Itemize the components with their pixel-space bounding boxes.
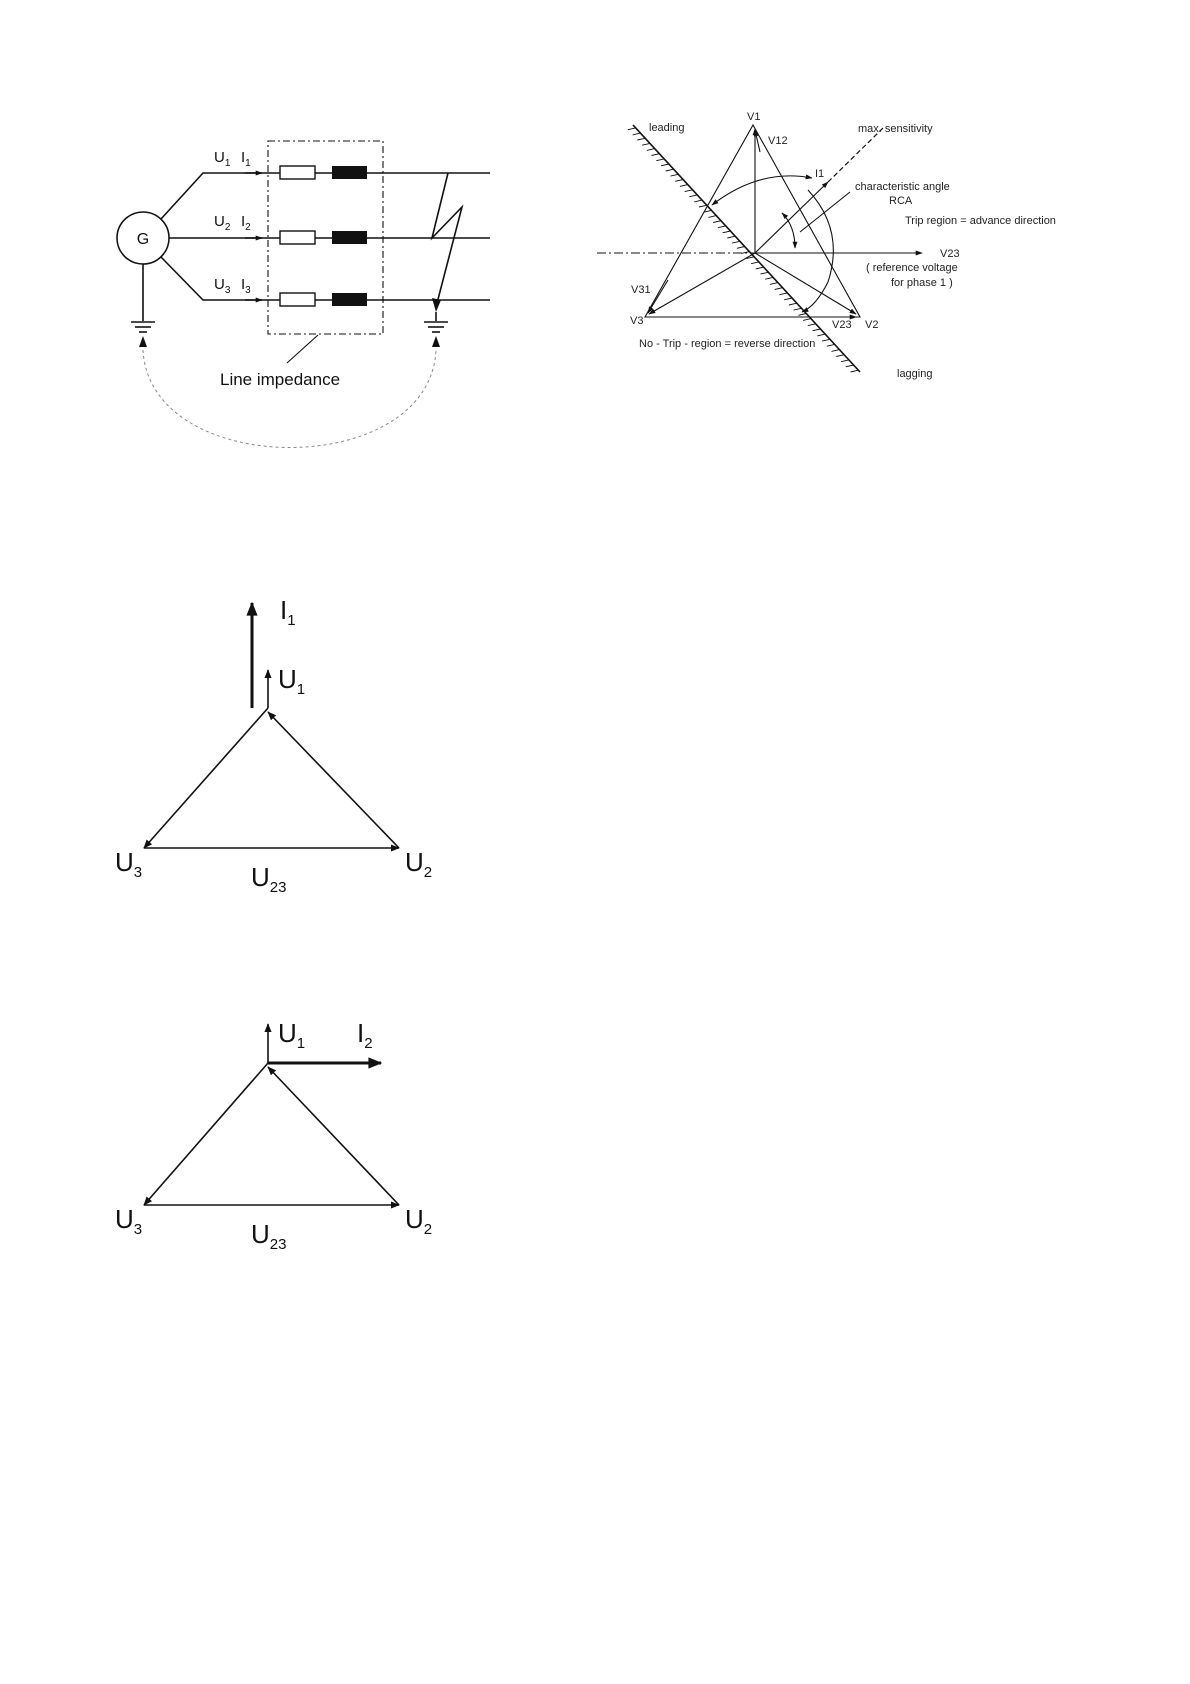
u23-label: $U_{23}$ <box>251 1219 287 1253</box>
directional-diagram <box>597 111 1056 380</box>
characteristic-boundary <box>633 125 860 372</box>
phase-3-voltage-label: $U_3$ <box>214 276 231 296</box>
i1-label: $I_1$ <box>280 595 296 629</box>
hatch-tick <box>699 205 707 207</box>
v12-label: V12 <box>768 135 788 147</box>
hatch-tick <box>737 247 745 249</box>
line-impedance-leader <box>287 335 318 363</box>
hatch-tick <box>689 195 697 197</box>
hatch-tick <box>851 370 859 372</box>
hatch-tick <box>661 164 669 166</box>
u2-to-u1-arrow <box>268 712 399 848</box>
v23-axis-label: V23 <box>940 248 960 260</box>
hatch-tick <box>656 159 664 161</box>
phasor-diagram-1 <box>115 595 432 896</box>
boundary-hatching <box>628 128 859 372</box>
generator-label: G <box>136 231 150 248</box>
u2-label: $U_2$ <box>405 847 433 881</box>
hatch-tick <box>751 262 759 264</box>
hatch-tick <box>784 298 792 300</box>
phase-1-labels <box>214 149 251 169</box>
leading-arc <box>712 176 812 205</box>
reference-voltage-label-1: ( reference voltage <box>866 262 958 274</box>
rca-label: RCA <box>889 195 913 207</box>
circuit-diagram <box>117 141 490 448</box>
phase-2-resistance <box>280 231 315 244</box>
phase-2-labels <box>214 213 251 233</box>
hatch-tick <box>718 226 726 228</box>
u3-phasor-arrow <box>144 1063 268 1205</box>
no-trip-region-label: No - Trip - region = reverse direction <box>639 338 816 350</box>
u3-label: $U_3$ <box>115 847 143 881</box>
hatch-tick <box>770 283 778 285</box>
phase-3-resistance <box>280 293 315 306</box>
hatch-tick <box>846 365 854 367</box>
generator-earth-return-arrow <box>139 336 147 347</box>
trip-region-arc <box>802 190 833 312</box>
u1-label: $U_1$ <box>278 664 306 698</box>
hatch-tick <box>832 350 840 352</box>
v1-label: V1 <box>747 111 761 123</box>
hatch-tick <box>732 241 740 243</box>
line-impedance-label: Line impedance <box>220 370 341 389</box>
phase-3-labels <box>214 276 251 296</box>
u1-label: $U_1$ <box>278 1018 306 1052</box>
u3-phasor-arrow <box>144 708 268 848</box>
generator-earth-icon <box>131 322 155 332</box>
u3-label: $U_3$ <box>115 1204 143 1238</box>
v3-label: V3 <box>630 315 644 327</box>
hatch-tick <box>803 319 811 321</box>
hatch-tick <box>694 200 702 202</box>
hatch-tick <box>808 324 816 326</box>
phase-3-reactance <box>332 293 367 306</box>
v31-label: V31 <box>631 284 651 296</box>
hatch-tick <box>727 236 735 238</box>
characteristic-angle-label: characteristic angle <box>855 181 950 193</box>
hatch-tick <box>794 308 802 310</box>
v3-phasor <box>649 253 755 314</box>
earth-return-path <box>143 350 436 448</box>
u2-label: $U_2$ <box>405 1204 433 1238</box>
hatch-tick <box>642 143 650 145</box>
fault-symbol <box>432 173 462 307</box>
i1-label: I1 <box>815 168 825 180</box>
rca-leader <box>800 192 850 232</box>
hatch-tick <box>708 216 716 218</box>
hatch-tick <box>827 344 835 346</box>
phase-1-feeder <box>161 173 490 219</box>
phase-1-current-label: $I_1$ <box>241 149 251 169</box>
hatch-tick <box>633 133 641 135</box>
hatch-tick <box>841 360 849 362</box>
hatch-tick <box>798 314 806 316</box>
leading-label: leading <box>649 122 685 134</box>
phase-3-feeder <box>161 257 490 300</box>
reference-voltage-label-2: for phase 1 ) <box>891 277 953 289</box>
hatch-tick <box>713 221 721 223</box>
i1-phasor <box>755 182 828 253</box>
rca-arc <box>782 213 795 248</box>
hatch-tick <box>680 185 688 187</box>
fault-arrowhead <box>432 298 441 312</box>
u23-label: $U_{23}$ <box>251 862 287 896</box>
hatch-tick <box>756 267 764 269</box>
hatch-tick <box>628 128 636 130</box>
lagging-label: lagging <box>897 368 933 380</box>
hatch-tick <box>652 154 660 156</box>
max-sensitivity-line <box>828 128 883 182</box>
hatch-tick <box>779 293 787 295</box>
hatch-tick <box>761 272 769 274</box>
hatch-tick <box>671 174 679 176</box>
hatch-tick <box>647 149 655 151</box>
hatch-tick <box>836 355 844 357</box>
hatch-tick <box>822 339 830 341</box>
v2-label: V2 <box>865 319 879 331</box>
hatch-tick <box>723 231 731 233</box>
i2-label: $I_2$ <box>357 1018 373 1052</box>
hatch-tick <box>685 190 693 192</box>
max-sensitivity-label: max. sensitivity <box>858 123 933 135</box>
fault-earth-icon <box>424 322 448 332</box>
hatch-tick <box>813 329 821 331</box>
hatch-tick <box>666 169 674 171</box>
hatch-tick <box>765 277 773 279</box>
trip-region-label: Trip region = advance direction <box>905 215 1056 227</box>
phase-2-voltage-label: $U_2$ <box>214 213 231 233</box>
v31-arrow <box>648 280 668 313</box>
u2-to-u1-arrow <box>268 1067 399 1205</box>
phase-1-reactance <box>332 166 367 179</box>
hatch-tick <box>675 180 683 182</box>
hatch-tick <box>817 334 825 336</box>
hatch-tick <box>637 138 645 140</box>
phase-2-current-label: $I_2$ <box>241 213 251 233</box>
v23-bottom-label: V23 <box>832 319 852 331</box>
phase-3-current-label: $I_3$ <box>241 276 251 296</box>
phase-1-voltage-label: $U_1$ <box>214 149 231 169</box>
phase-1-resistance <box>280 166 315 179</box>
phasor-diagram-2 <box>115 1018 432 1253</box>
phase-2-reactance <box>332 231 367 244</box>
fault-earth-return-arrow <box>432 336 440 347</box>
hatch-tick <box>775 288 783 290</box>
hatch-tick <box>789 303 797 305</box>
